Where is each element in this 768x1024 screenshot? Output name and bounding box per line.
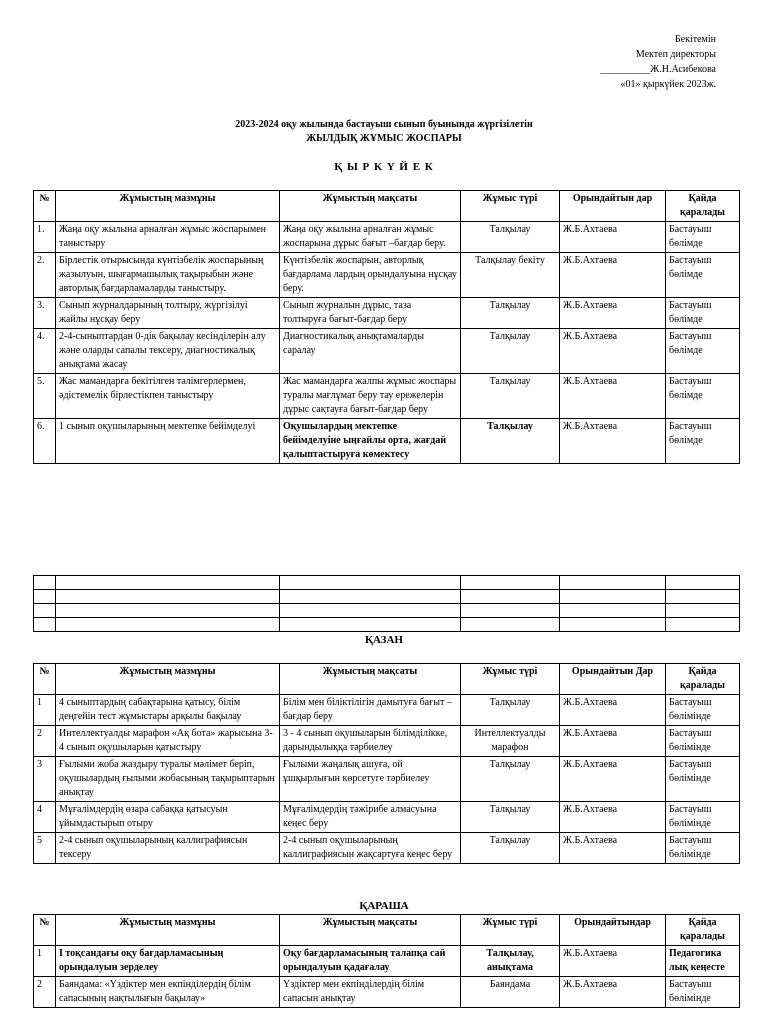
row-location: Бастауыш бөлімінде	[666, 802, 740, 833]
table-header-cell: Жұмыстың мазмұны	[56, 191, 280, 222]
empty-cell	[34, 604, 56, 618]
table-row	[34, 329, 740, 374]
title-line: ЖЫЛДЫҚ ЖҰМЫС ЖОСПАРЫ	[306, 133, 462, 144]
table-header-cell: Қайда қаралады	[666, 664, 740, 695]
row-goal: Ғылыми жаңалық ашуға, ой ұшқырлығын көрсетуге тәрбиелеу	[280, 757, 461, 802]
row-type: Талқылау	[461, 222, 560, 253]
approval-line: __________Ж.Н.Асибекова	[600, 64, 716, 75]
row-content: 1 сынып оқушыларының мектепке бейімделуі	[56, 419, 280, 464]
row-content: Мұғалімдердің өзара сабаққа қатысуын ұйымдастырып отыру	[56, 802, 280, 833]
row-executor: Ж.Б.Ахтаева	[560, 977, 666, 1008]
empty-cell	[461, 576, 560, 590]
row-type: Талқылау	[461, 802, 560, 833]
row-type: Интеллектуалды марафон	[461, 726, 560, 757]
row-content: 2-4 сынып оқушыларының каллиграфиясын тексеру	[56, 833, 280, 864]
table-row	[34, 695, 740, 726]
table-header-row	[34, 664, 740, 695]
empty-cell	[461, 590, 560, 604]
table-row	[34, 802, 740, 833]
row-executor: Ж.Б.Ахтаева	[560, 726, 666, 757]
table-header-cell: Жұмыс түрі	[461, 191, 560, 222]
row-content: Ғылыми жоба жаздыру туралы мәлімет беріп, оқушылардың ғылыми жобасының тақырыптарын анықтау	[56, 757, 280, 802]
empty-cell	[560, 576, 666, 590]
table-header-cell: Қайда қаралады	[666, 191, 740, 222]
row-goal: 3 - 4 сынып оқушыларын білімділікке, дарындылыққа тәрбиелеу	[280, 726, 461, 757]
approval-line: «01» қыркүйек 2023ж.	[620, 79, 716, 90]
empty-cell	[56, 604, 280, 618]
row-location: Бастауыш бөлімде	[666, 298, 740, 329]
row-location: Бастауыш бөлімде	[666, 222, 740, 253]
plan-table-october	[33, 663, 740, 864]
empty-cell	[461, 604, 560, 618]
row-type: Баяндама	[461, 977, 560, 1008]
row-executor: Ж.Б.Ахтаева	[560, 253, 666, 298]
table-header-row	[34, 915, 740, 946]
empty-row	[34, 576, 740, 590]
approval-block	[600, 32, 716, 92]
row-type: Талқылау	[461, 374, 560, 419]
row-location: Бастауыш бөлімінде	[666, 726, 740, 757]
row-executor: Ж.Б.Ахтаева	[560, 695, 666, 726]
row-number: 1.	[34, 222, 56, 253]
table-header-cell: №	[34, 664, 56, 695]
row-location: Педагогика лық кеңесте	[666, 946, 740, 977]
month-heading-october: ҚАЗАН	[365, 634, 403, 646]
row-goal: Үздіктер мен екпінділердің білім сапасын анықтау	[280, 977, 461, 1008]
row-content: Сынып журналдарының толтыру, жүргізілуі жайлы нұсқау беру	[56, 298, 280, 329]
row-executor: Ж.Б.Ахтаева	[560, 419, 666, 464]
table-header-cell: Орындайтын Дар	[560, 664, 666, 695]
empty-cell	[461, 618, 560, 632]
row-content: Жас мамандарға бекітілген тәлімгерлермен, әдістемелік бірлестікпен таныстыру	[56, 374, 280, 419]
empty-cell	[560, 604, 666, 618]
row-content: 2-4-сыныптардан 0-дік бақылау кесінділерін алу және оларды сапалы тексеру, диагностикалық анықтама жасау	[56, 329, 280, 374]
empty-cell	[34, 590, 56, 604]
table-header-cell: №	[34, 191, 56, 222]
empty-cell	[280, 590, 461, 604]
table-header-cell: Орындайтын дар	[560, 191, 666, 222]
empty-cell	[56, 590, 280, 604]
table-row	[34, 222, 740, 253]
row-goal: Мұғалімдердің тәжірибе алмасуына кеңес беру	[280, 802, 461, 833]
approval-line: Мектеп директоры	[635, 49, 716, 60]
row-number: 5	[34, 833, 56, 864]
approval-line: Бекітемін	[674, 34, 716, 45]
row-executor: Ж.Б.Ахтаева	[560, 757, 666, 802]
row-executor: Ж.Б.Ахтаева	[560, 802, 666, 833]
empty-cell	[666, 590, 740, 604]
row-number: 1	[34, 695, 56, 726]
table-row	[34, 374, 740, 419]
row-executor: Ж.Б.Ахтаева	[560, 329, 666, 374]
table-row	[34, 833, 740, 864]
table-header-row	[34, 191, 740, 222]
table-header-cell: Қайда қаралады	[666, 915, 740, 946]
row-type: Талқылау	[461, 419, 560, 464]
row-goal: Күнтізбелік жоспарын, авторлық бағдарлама лардың орындалуына нұсқау беру.	[280, 253, 461, 298]
row-executor: Ж.Б.Ахтаева	[560, 833, 666, 864]
row-goal: Сынып журналын дұрыс, таза толтыруға бағыт-бағдар беру	[280, 298, 461, 329]
row-executor: Ж.Б.Ахтаева	[560, 298, 666, 329]
row-content: Бірлестік отырысында күнтізбелік жоспарының жазылуын, шығармашылық тақырыбын және авторлық бағдарламаларды таныстыру.	[56, 253, 280, 298]
row-number: 6.	[34, 419, 56, 464]
row-type: Талқылау бекіту	[461, 253, 560, 298]
row-type: Талқылау	[461, 695, 560, 726]
empty-row	[34, 604, 740, 618]
table-header-cell: Орындайтындар	[560, 915, 666, 946]
empty-table	[33, 575, 740, 632]
row-location: Бастауыш бөлімінде	[666, 977, 740, 1008]
row-goal: Білім мен біліктілігін дамытуға бағыт – бағдар беру	[280, 695, 461, 726]
row-executor: Ж.Б.Ахтаева	[560, 946, 666, 977]
row-executor: Ж.Б.Ахтаева	[560, 222, 666, 253]
empty-cell	[280, 576, 461, 590]
empty-cell	[666, 576, 740, 590]
row-goal: Жас мамандарға жалпы жұмыс жоспары туралы мағлұмат беру тау ережелерін дұрыс сақтауға бағыт-бағдар беру	[280, 374, 461, 419]
row-number: 3.	[34, 298, 56, 329]
table-row	[34, 419, 740, 464]
row-location: Бастауыш бөлімінде	[666, 757, 740, 802]
table-row	[34, 977, 740, 1008]
table-row	[34, 253, 740, 298]
table-row	[34, 726, 740, 757]
empty-cell	[56, 618, 280, 632]
row-location: Бастауыш бөлімінде	[666, 695, 740, 726]
month-heading-november: ҚАРАША	[359, 900, 409, 912]
document-title	[0, 118, 768, 146]
month-heading-september: Қ Ы Р К Ү Й Е К	[334, 161, 434, 173]
table-header-cell: Жұмыс түрі	[461, 915, 560, 946]
row-content: 4 сыныптардың сабақтарына қатысу, білім деңгейін тест жұмыстары арқылы бақылау	[56, 695, 280, 726]
row-goal: Жаңа оқу жылына арналған жұмыс жоспарына дұрыс бағыт –бағдар беру.	[280, 222, 461, 253]
row-executor: Ж.Б.Ахтаева	[560, 374, 666, 419]
row-content: І тоқсандағы оқу бағдарламасының орындалуын зерделеу	[56, 946, 280, 977]
row-content: Интеллектуалды марафон «Ақ бота» жарысына 3-4 сынып оқушыларын қатыстыру	[56, 726, 280, 757]
row-number: 2.	[34, 253, 56, 298]
row-number: 5.	[34, 374, 56, 419]
row-goal: Диагностикалық анықтамаларды саралау	[280, 329, 461, 374]
row-goal: Оқу бағдарламасының талапқа сай орындалуын қадағалау	[280, 946, 461, 977]
row-type: Талқылау	[461, 298, 560, 329]
empty-cell	[666, 604, 740, 618]
row-location: Бастауыш бөлімде	[666, 374, 740, 419]
row-goal: 2-4 сынып оқушыларының каллиграфиясын жақсартуға кеңес беру	[280, 833, 461, 864]
row-goal: Оқушылардың мектепке бейімделуіне ыңғайлы орта, жағдай қалыптастыруға көмектесу	[280, 419, 461, 464]
table-header-cell: №	[34, 915, 56, 946]
row-number: 4	[34, 802, 56, 833]
empty-cell	[560, 618, 666, 632]
table-header-cell: Жұмыстың мақсаты	[280, 664, 461, 695]
empty-cell	[280, 604, 461, 618]
title-line: 2023-2024 оқу жылында бастауыш сынып буынында жүргізілетін	[235, 119, 533, 130]
row-number: 2	[34, 726, 56, 757]
empty-cell	[666, 618, 740, 632]
row-number: 3	[34, 757, 56, 802]
row-content: Жаңа оқу жылына арналған жұмыс жоспарымен таныстыру	[56, 222, 280, 253]
row-type: Талқылау	[461, 833, 560, 864]
row-type: Талқылау	[461, 757, 560, 802]
row-location: Бастауыш бөлімде	[666, 419, 740, 464]
empty-cell	[56, 576, 280, 590]
row-location: Бастауыш бөлімінде	[666, 833, 740, 864]
empty-cell	[560, 590, 666, 604]
empty-cell	[34, 618, 56, 632]
table-header-cell: Жұмыс түрі	[461, 664, 560, 695]
row-content: Баяндама: «Үздіктер мен екпінділердің білім сапасының нақтылығын бақылау»	[56, 977, 280, 1008]
table-row	[34, 946, 740, 977]
plan-table-november	[33, 914, 740, 1008]
empty-row	[34, 618, 740, 632]
row-location: Бастауыш бөлімде	[666, 253, 740, 298]
empty-cell	[34, 576, 56, 590]
table-row	[34, 298, 740, 329]
table-header-cell: Жұмыстың мақсаты	[280, 915, 461, 946]
empty-cell	[280, 618, 461, 632]
row-location: Бастауыш бөлімде	[666, 329, 740, 374]
table-header-cell: Жұмыстың мақсаты	[280, 191, 461, 222]
row-number: 2	[34, 977, 56, 1008]
row-number: 1	[34, 946, 56, 977]
row-number: 4.	[34, 329, 56, 374]
row-type: Талқылау, анықтама	[461, 946, 560, 977]
table-header-cell: Жұмыстың мазмұны	[56, 664, 280, 695]
table-row	[34, 757, 740, 802]
empty-row	[34, 590, 740, 604]
table-header-cell: Жұмыстың мазмұны	[56, 915, 280, 946]
row-type: Талқылау	[461, 329, 560, 374]
plan-table-september	[33, 190, 740, 464]
